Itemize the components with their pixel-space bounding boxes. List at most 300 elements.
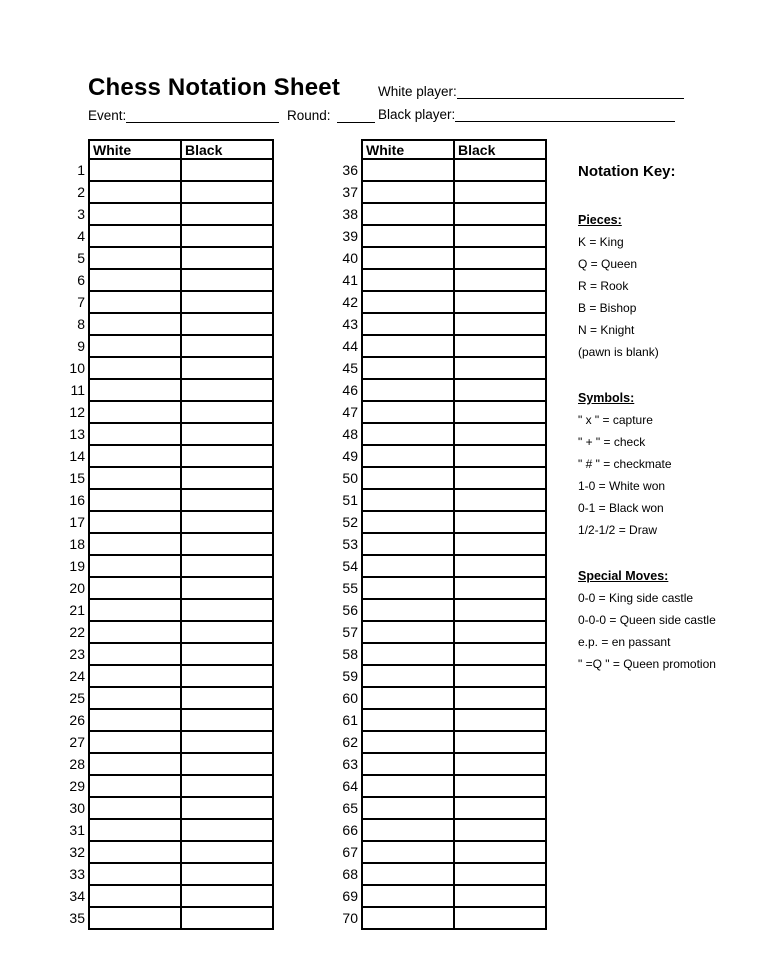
key-item: 0-1 = Black won bbox=[578, 501, 664, 515]
move-cell-white bbox=[88, 158, 182, 182]
header-row bbox=[335, 139, 547, 160]
move-number: 12 bbox=[69, 404, 85, 420]
move-number: 62 bbox=[342, 734, 358, 750]
move-cell-black bbox=[180, 708, 274, 732]
table-row bbox=[335, 400, 547, 424]
move-cell-white bbox=[88, 180, 182, 204]
move-cell-white bbox=[88, 312, 182, 336]
round-field bbox=[287, 108, 375, 123]
move-cell-black bbox=[180, 576, 274, 600]
move-number: 66 bbox=[342, 822, 358, 838]
table-row bbox=[335, 796, 547, 820]
key-item: 1-0 = White won bbox=[578, 479, 666, 493]
move-cell-white bbox=[361, 334, 455, 358]
move-number-spacer bbox=[62, 139, 88, 160]
move-cell-white bbox=[361, 246, 455, 270]
column-header-white: White bbox=[88, 139, 182, 160]
move-cell-black bbox=[180, 312, 274, 336]
move-cell-black bbox=[180, 730, 274, 754]
move-cell-black bbox=[453, 202, 547, 226]
move-cell-white bbox=[88, 290, 182, 314]
move-cell-white bbox=[88, 576, 182, 600]
key-item: 1/2-1/2 = Draw bbox=[578, 523, 658, 537]
key-item: " + " = check bbox=[578, 435, 646, 449]
move-number: 69 bbox=[342, 888, 358, 904]
move-cell-white bbox=[88, 818, 182, 842]
move-cell-white bbox=[88, 334, 182, 358]
move-cell-white bbox=[361, 884, 455, 908]
move-cell-black bbox=[180, 466, 274, 490]
table-row bbox=[62, 202, 274, 226]
move-cell-white bbox=[361, 686, 455, 710]
table-row bbox=[335, 466, 547, 490]
move-number: 5 bbox=[77, 250, 85, 266]
move-number: 29 bbox=[69, 778, 85, 794]
table-row bbox=[335, 158, 547, 182]
table-row bbox=[335, 664, 547, 688]
move-number: 40 bbox=[342, 250, 358, 266]
table-row bbox=[335, 598, 547, 622]
key-section-heading: Special Moves: bbox=[578, 569, 669, 583]
key-section bbox=[578, 387, 768, 541]
move-number: 30 bbox=[69, 800, 85, 816]
move-number: 37 bbox=[342, 184, 358, 200]
move-cell-white bbox=[88, 796, 182, 820]
move-cell-black bbox=[180, 488, 274, 512]
table-row bbox=[62, 378, 274, 402]
move-cell-white bbox=[361, 312, 455, 336]
move-cell-white bbox=[88, 840, 182, 864]
table-row bbox=[335, 356, 547, 380]
move-cell-white bbox=[88, 378, 182, 402]
move-cell-black bbox=[453, 378, 547, 402]
move-number: 18 bbox=[69, 536, 85, 552]
key-item: e.p. = en passant bbox=[578, 635, 671, 649]
move-cell-black bbox=[180, 444, 274, 468]
move-cell-white bbox=[361, 224, 455, 248]
move-cell-white bbox=[361, 510, 455, 534]
move-cell-white bbox=[88, 466, 182, 490]
table-row bbox=[335, 290, 547, 314]
move-cell-white bbox=[88, 906, 182, 930]
move-cell-white bbox=[361, 708, 455, 732]
move-cell-white bbox=[361, 180, 455, 204]
table-row bbox=[62, 598, 274, 622]
move-number: 13 bbox=[69, 426, 85, 442]
move-cell-black bbox=[180, 422, 274, 446]
move-number: 43 bbox=[342, 316, 358, 332]
move-cell-white bbox=[361, 290, 455, 314]
table-row bbox=[62, 884, 274, 908]
table-row bbox=[335, 488, 547, 512]
move-cell-white bbox=[361, 620, 455, 644]
move-cell-black bbox=[180, 862, 274, 886]
move-number: 19 bbox=[69, 558, 85, 574]
move-cell-black bbox=[453, 686, 547, 710]
move-number: 7 bbox=[77, 294, 85, 310]
move-cell-black bbox=[453, 708, 547, 732]
move-number: 34 bbox=[69, 888, 85, 904]
move-number: 46 bbox=[342, 382, 358, 398]
move-cell-black bbox=[453, 488, 547, 512]
move-number-spacer bbox=[335, 139, 361, 160]
move-cell-black bbox=[180, 334, 274, 358]
table-row bbox=[335, 202, 547, 226]
move-number: 67 bbox=[342, 844, 358, 860]
table-row bbox=[62, 774, 274, 798]
move-cell-black bbox=[453, 664, 547, 688]
move-cell-white bbox=[88, 752, 182, 776]
move-number: 38 bbox=[342, 206, 358, 222]
column-header-white: White bbox=[361, 139, 455, 160]
table-row bbox=[335, 730, 547, 754]
table-row bbox=[335, 422, 547, 446]
move-cell-white bbox=[361, 598, 455, 622]
move-cell-white bbox=[88, 708, 182, 732]
move-number: 35 bbox=[69, 910, 85, 926]
key-item: N = Knight bbox=[578, 323, 635, 337]
round-label: Round: bbox=[287, 108, 331, 123]
move-cell-white bbox=[88, 664, 182, 688]
move-cell-white bbox=[88, 268, 182, 292]
table-row bbox=[335, 818, 547, 842]
column-header-black: Black bbox=[180, 139, 274, 160]
table-row bbox=[62, 510, 274, 534]
move-number: 32 bbox=[69, 844, 85, 860]
move-number: 9 bbox=[77, 338, 85, 354]
move-number: 36 bbox=[342, 162, 358, 178]
move-cell-white bbox=[361, 818, 455, 842]
move-cell-white bbox=[88, 510, 182, 534]
page-title: Chess Notation Sheet bbox=[88, 74, 341, 101]
table-row bbox=[62, 488, 274, 512]
move-cell-black bbox=[453, 554, 547, 578]
round-blank-line bbox=[337, 110, 375, 123]
move-number: 64 bbox=[342, 778, 358, 794]
move-cell-black bbox=[180, 202, 274, 226]
move-cell-black bbox=[453, 224, 547, 248]
move-cell-black bbox=[453, 400, 547, 424]
table-row bbox=[62, 158, 274, 182]
move-cell-white bbox=[88, 400, 182, 424]
move-cell-black bbox=[180, 554, 274, 578]
move-cell-white bbox=[88, 224, 182, 248]
moves-table-right bbox=[335, 139, 547, 930]
table-row bbox=[62, 290, 274, 314]
move-cell-black bbox=[453, 290, 547, 314]
move-cell-black bbox=[180, 752, 274, 776]
table-row bbox=[62, 268, 274, 292]
move-cell-white bbox=[361, 840, 455, 864]
table-row bbox=[62, 532, 274, 556]
table-row bbox=[62, 664, 274, 688]
move-number: 68 bbox=[342, 866, 358, 882]
move-cell-black bbox=[180, 664, 274, 688]
move-number: 23 bbox=[69, 646, 85, 662]
move-number: 21 bbox=[69, 602, 85, 618]
notation-key bbox=[578, 163, 768, 675]
move-cell-white bbox=[88, 202, 182, 226]
table-row bbox=[62, 334, 274, 358]
move-number: 20 bbox=[69, 580, 85, 596]
notation-key-title: Notation Key: bbox=[578, 163, 676, 180]
table-row bbox=[62, 840, 274, 864]
move-cell-black bbox=[453, 356, 547, 380]
move-cell-white bbox=[361, 752, 455, 776]
move-cell-black bbox=[180, 840, 274, 864]
move-cell-black bbox=[180, 598, 274, 622]
table-row bbox=[62, 796, 274, 820]
table-row bbox=[62, 818, 274, 842]
column-header-black: Black bbox=[453, 139, 547, 160]
move-number: 63 bbox=[342, 756, 358, 772]
table-row bbox=[62, 246, 274, 270]
move-cell-white bbox=[88, 532, 182, 556]
move-cell-black bbox=[180, 686, 274, 710]
move-number: 42 bbox=[342, 294, 358, 310]
move-number: 28 bbox=[69, 756, 85, 772]
move-number: 58 bbox=[342, 646, 358, 662]
table-row bbox=[335, 554, 547, 578]
key-section bbox=[578, 209, 768, 363]
event-blank-line bbox=[126, 110, 279, 123]
move-number: 54 bbox=[342, 558, 358, 574]
header-row bbox=[62, 139, 274, 160]
move-cell-black bbox=[180, 532, 274, 556]
key-section-heading: Symbols: bbox=[578, 391, 635, 405]
move-cell-white bbox=[361, 356, 455, 380]
move-cell-white bbox=[88, 554, 182, 578]
move-number: 1 bbox=[77, 162, 85, 178]
table-row bbox=[62, 224, 274, 248]
table-row bbox=[62, 444, 274, 468]
move-number: 2 bbox=[77, 184, 85, 200]
table-row bbox=[335, 444, 547, 468]
move-number: 25 bbox=[69, 690, 85, 706]
event-label: Event: bbox=[88, 108, 127, 123]
move-number: 11 bbox=[70, 382, 85, 398]
key-item: (pawn is blank) bbox=[578, 345, 659, 359]
move-cell-white bbox=[361, 796, 455, 820]
table-row bbox=[335, 268, 547, 292]
key-section bbox=[578, 565, 768, 675]
table-row bbox=[62, 466, 274, 490]
move-number: 56 bbox=[342, 602, 358, 618]
move-cell-white bbox=[88, 642, 182, 666]
move-number: 14 bbox=[69, 448, 85, 464]
move-number: 70 bbox=[342, 910, 358, 926]
move-cell-black bbox=[180, 774, 274, 798]
table-row bbox=[62, 554, 274, 578]
move-number: 41 bbox=[342, 272, 358, 288]
table-row bbox=[335, 312, 547, 336]
move-cell-black bbox=[453, 796, 547, 820]
table-row bbox=[62, 180, 274, 204]
move-cell-white bbox=[88, 862, 182, 886]
table-row bbox=[335, 752, 547, 776]
move-cell-white bbox=[88, 884, 182, 908]
move-number: 65 bbox=[342, 800, 358, 816]
move-cell-black bbox=[180, 158, 274, 182]
table-row bbox=[335, 510, 547, 534]
move-cell-white bbox=[361, 400, 455, 424]
move-number: 24 bbox=[69, 668, 85, 684]
table-row bbox=[335, 532, 547, 556]
move-cell-white bbox=[361, 576, 455, 600]
move-cell-black bbox=[453, 576, 547, 600]
move-cell-black bbox=[453, 268, 547, 292]
key-item: R = Rook bbox=[578, 279, 629, 293]
move-number: 15 bbox=[69, 470, 85, 486]
move-number: 44 bbox=[342, 338, 358, 354]
move-cell-black bbox=[453, 906, 547, 930]
move-cell-black bbox=[453, 642, 547, 666]
move-cell-black bbox=[453, 180, 547, 204]
black-player-label: Black player: bbox=[378, 107, 456, 122]
move-number: 48 bbox=[342, 426, 358, 442]
move-cell-black bbox=[453, 598, 547, 622]
move-cell-white bbox=[361, 862, 455, 886]
move-cell-white bbox=[361, 664, 455, 688]
move-cell-black bbox=[180, 356, 274, 380]
key-item: B = Bishop bbox=[578, 301, 637, 315]
move-cell-black bbox=[180, 268, 274, 292]
table-row bbox=[62, 906, 274, 930]
notation-key-sections bbox=[578, 209, 768, 675]
move-number: 49 bbox=[342, 448, 358, 464]
move-cell-white bbox=[88, 422, 182, 446]
table-row bbox=[335, 884, 547, 908]
move-cell-white bbox=[361, 488, 455, 512]
table-row bbox=[335, 620, 547, 644]
white-player-field bbox=[378, 84, 684, 99]
move-number: 53 bbox=[342, 536, 358, 552]
move-cell-black bbox=[453, 840, 547, 864]
table-row bbox=[62, 752, 274, 776]
move-number: 39 bbox=[342, 228, 358, 244]
move-cell-white bbox=[361, 642, 455, 666]
table-row bbox=[62, 576, 274, 600]
table-row bbox=[62, 642, 274, 666]
white-player-blank-line bbox=[457, 86, 684, 99]
move-cell-white bbox=[361, 422, 455, 446]
black-player-blank-line bbox=[455, 109, 675, 122]
move-number: 3 bbox=[77, 206, 85, 222]
table-row bbox=[62, 730, 274, 754]
table-row bbox=[335, 840, 547, 864]
key-item: Q = Queen bbox=[578, 257, 638, 271]
key-item: 0-0-0 = Queen side castle bbox=[578, 613, 716, 627]
move-cell-black bbox=[453, 158, 547, 182]
move-number: 26 bbox=[69, 712, 85, 728]
move-cell-white bbox=[361, 158, 455, 182]
move-cell-black bbox=[180, 906, 274, 930]
table-row bbox=[335, 708, 547, 732]
move-cell-white bbox=[361, 532, 455, 556]
table-row bbox=[62, 686, 274, 710]
move-cell-black bbox=[180, 246, 274, 270]
move-cell-white bbox=[361, 268, 455, 292]
moves-table-left bbox=[62, 139, 274, 930]
move-cell-black bbox=[180, 290, 274, 314]
move-cell-white bbox=[88, 774, 182, 798]
move-cell-black bbox=[180, 400, 274, 424]
key-item: K = King bbox=[578, 235, 624, 249]
move-cell-black bbox=[180, 224, 274, 248]
table-row bbox=[335, 224, 547, 248]
move-cell-black bbox=[180, 818, 274, 842]
table-row bbox=[62, 620, 274, 644]
table-row bbox=[335, 334, 547, 358]
move-number: 47 bbox=[342, 404, 358, 420]
move-cell-white bbox=[88, 356, 182, 380]
table-row bbox=[335, 246, 547, 270]
table-row bbox=[335, 686, 547, 710]
table-row bbox=[335, 862, 547, 886]
move-number: 59 bbox=[342, 668, 358, 684]
move-cell-black bbox=[453, 312, 547, 336]
move-number: 51 bbox=[342, 492, 358, 508]
move-cell-black bbox=[453, 422, 547, 446]
move-number: 27 bbox=[69, 734, 85, 750]
move-number: 33 bbox=[69, 866, 85, 882]
table-row bbox=[335, 576, 547, 600]
key-section-heading: Pieces: bbox=[578, 213, 622, 227]
move-cell-white bbox=[361, 202, 455, 226]
key-item: " =Q " = Queen promotion bbox=[578, 657, 716, 671]
move-cell-black bbox=[453, 818, 547, 842]
move-number: 45 bbox=[342, 360, 358, 376]
move-cell-white bbox=[88, 620, 182, 644]
move-number: 31 bbox=[69, 822, 85, 838]
table-row bbox=[335, 378, 547, 402]
move-cell-white bbox=[88, 730, 182, 754]
move-cell-black bbox=[180, 620, 274, 644]
move-number: 50 bbox=[342, 470, 358, 486]
move-cell-white bbox=[88, 686, 182, 710]
move-cell-white bbox=[88, 598, 182, 622]
move-cell-white bbox=[361, 444, 455, 468]
move-cell-black bbox=[453, 730, 547, 754]
move-cell-black bbox=[180, 796, 274, 820]
table-row bbox=[62, 400, 274, 424]
move-cell-black bbox=[453, 884, 547, 908]
white-player-label: White player: bbox=[378, 84, 457, 99]
table-row bbox=[62, 312, 274, 336]
move-number: 60 bbox=[342, 690, 358, 706]
table-row bbox=[62, 708, 274, 732]
move-number: 52 bbox=[342, 514, 358, 530]
move-number: 16 bbox=[69, 492, 85, 508]
move-number: 17 bbox=[69, 514, 85, 530]
move-cell-white bbox=[361, 906, 455, 930]
move-number: 4 bbox=[77, 228, 85, 244]
move-cell-white bbox=[88, 488, 182, 512]
move-cell-black bbox=[453, 752, 547, 776]
move-cell-black bbox=[180, 510, 274, 534]
black-player-field bbox=[378, 107, 675, 122]
move-cell-black bbox=[453, 774, 547, 798]
move-cell-black bbox=[453, 466, 547, 490]
move-number: 8 bbox=[77, 316, 85, 332]
move-cell-white bbox=[88, 444, 182, 468]
move-cell-white bbox=[361, 466, 455, 490]
move-cell-white bbox=[361, 554, 455, 578]
event-field bbox=[88, 108, 279, 123]
table-row bbox=[62, 356, 274, 380]
move-cell-black bbox=[453, 532, 547, 556]
move-cell-black bbox=[453, 620, 547, 644]
